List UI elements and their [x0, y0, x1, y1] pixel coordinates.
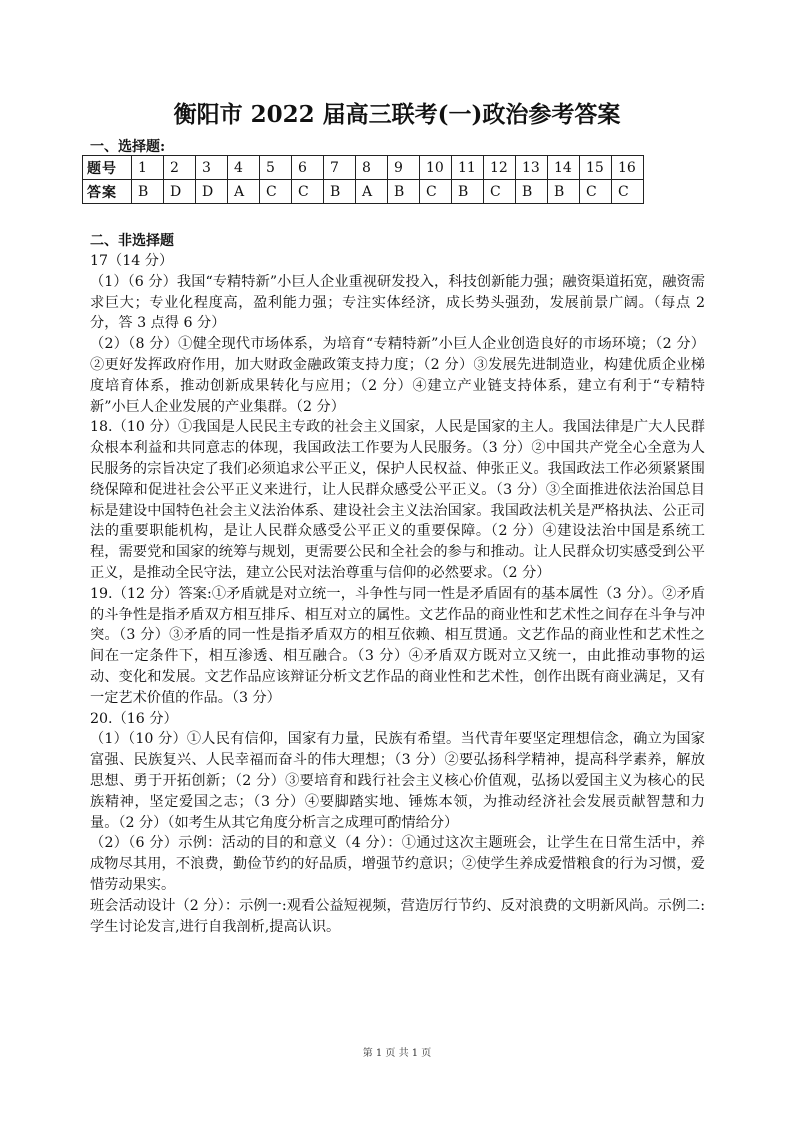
table-cell: B	[132, 180, 164, 204]
question-18-answer: 18.（10 分）①我国是人民民主专政的社会主义国家，人民是国家的主人。我国法律是广大人民群众根本利益和共同意志的体现，我国政法工作要为人民服务。（3 分）②中国共产党全心全意为人民服务的宗旨决定了我们必须追求公平正义，保护人民权益、伸张正义。我国政法工作必须紧紧围绕保障和促进社会公平正义来进行，让人民群众感受公平正义。（3 分）③全面推进依法治国总目标是建设中国特色社会主义法治体系、建设社会主义法治国家。我国政法机关是严格执法、公正司法的重要职能机构，是让人民群众感受公平正义的重要保障。（2 分）④建设法治中国是系统工程，需要党和国家的统筹与规划，更需要公民和全社会的参与和推动。让人民群众切实感受到公平正义，是推动全民守法，建立公民对法治尊重与信仰的必然要求。（2 分）	[90, 419, 705, 581]
table-cell: C	[612, 180, 644, 204]
table-cell: 16	[612, 156, 644, 180]
question-number-row	[83, 156, 644, 180]
table-cell: 7	[324, 156, 356, 180]
table-cell: B	[324, 180, 356, 204]
row-header-answer: 答案	[83, 180, 132, 204]
section-heading-nonchoice: 二、非选择题	[90, 233, 174, 249]
table-cell: B	[452, 180, 484, 204]
table-cell: 10	[420, 156, 452, 180]
answer-row	[83, 180, 644, 204]
page-title: 衡阳市 2022 届高三联考(一)政治参考答案	[173, 101, 621, 128]
table-cell: D	[196, 180, 228, 204]
question-17-heading: 17（14 分）	[90, 253, 174, 269]
table-cell: 4	[228, 156, 260, 180]
question-17-part-2: （2）（8 分）①健全现代市场体系，为培育“专精特新”小巨人企业创造良好的市场环境；（2 分）②更好发挥政府作用，加大财政金融政策支持力度；（2 分）③发展先进制造业，构建优质企业梯度培育体系，推动创新成果转化与应用；（2 分）④建立产业链支持体系，建立有利于“专精特新”小巨人企业发展的产业集群。（2 分）	[90, 336, 705, 415]
question-20-heading: 20.（16 分）	[90, 710, 178, 727]
table-cell: 2	[164, 156, 196, 180]
table-cell: 13	[516, 156, 548, 180]
answer-table	[82, 155, 644, 204]
answer-body	[90, 251, 705, 937]
table-cell: B	[548, 180, 580, 204]
question-19-answer: 19.（12 分）答案:①矛盾就是对立统一，斗争性与同一性是矛盾固有的基本属性（3 分）。②矛盾的斗争性是指矛盾双方相互排斥、相互对立的属性。文艺作品的商业性和艺术性之间存在斗争与冲突。（3 分）③矛盾的同一性是指矛盾双方的相互依赖、相互贯通。文艺作品的商业性和艺术性之间在一定条件下，相互渗透、相互融合。（3 分）④矛盾双方既对立又统一，由此推动事物的运动、变化和发展。文艺作品应该辩证分析文艺作品的商业性和艺术性，创作出既有商业满足，又有一定艺术价值的作品。（3 分）	[90, 585, 705, 706]
table-cell: C	[484, 180, 516, 204]
table-cell: D	[164, 180, 196, 204]
table-cell: 12	[484, 156, 516, 180]
page-footer: 第 1 页 共 1 页	[362, 1048, 432, 1059]
table-cell: 3	[196, 156, 228, 180]
question-20-part-2: （2）（6 分）示例：活动的目的和意义（4 分）：①通过这次主题班会，让学生在日常生活中，养成物尽其用，不浪费，勤俭节约的好品质，增强节约意识；②使学生养成爱惜粮食的行为习惯，爱惜劳动果实。	[90, 835, 705, 893]
question-20-part-1: （1）（10 分）①人民有信仰，国家有力量，民族有希望。当代青年要坚定理想信念，确立为国家富强、民族复兴、人民幸福而奋斗的伟大理想；（3 分）②要弘扬科学精神，提高科学素养，解放思想、勇于开拓创新；（2 分）③要培育和践行社会主义核心价值观，弘扬以爱国主义为核心的民族精神，坚定爱国之志；（3 分）④要脚踏实地、锤炼本领，为推动经济社会发展贡献智慧和力量。（2 分）（如考生从其它角度分析言之成理可酌情给分）	[90, 731, 705, 831]
table-cell: 1	[132, 156, 164, 180]
table-cell: C	[580, 180, 612, 204]
table-cell: 11	[452, 156, 484, 180]
table-cell: C	[292, 180, 324, 204]
table-cell: 15	[580, 156, 612, 180]
table-cell: 14	[548, 156, 580, 180]
table-cell: C	[260, 180, 292, 204]
table-cell: A	[356, 180, 388, 204]
table-cell: 5	[260, 156, 292, 180]
question-17-part-1: （1）（6 分）我国“专精特新”小巨人企业重视研发投入，科技创新能力强；融资渠道拓宽，融资需求巨大；专业化程度高，盈利能力强；专注实体经济，成长势头强劲，发展前景广阔。（每点 2 分，答 3 点得 6 分）	[90, 273, 705, 332]
class-activity-design: 班会活动设计（2 分）：示例一:观看公益短视频，营造厉行节约、反对浪费的文明新风尚。示例二:学生讨论发言,进行自我剖析,提高认识。	[90, 897, 705, 935]
table-cell: B	[516, 180, 548, 204]
table-cell: 9	[388, 156, 420, 180]
table-cell: A	[228, 180, 260, 204]
row-header-number: 题号	[83, 156, 132, 180]
section-heading-choice: 一、选择题:	[90, 139, 166, 155]
table-cell: C	[420, 180, 452, 204]
table-cell: B	[388, 180, 420, 204]
table-cell: 6	[292, 156, 324, 180]
table-cell: 8	[356, 156, 388, 180]
